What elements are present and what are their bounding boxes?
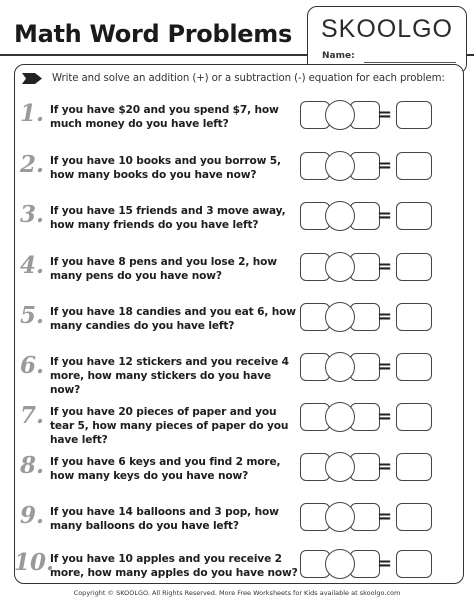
name-label: Name: [322, 51, 355, 61]
equation-row [300, 452, 468, 482]
answer-box[interactable] [396, 253, 432, 281]
operator-circle[interactable] [325, 452, 355, 482]
equation-row [300, 402, 468, 432]
problem-item [0, 302, 474, 342]
equation-row [300, 201, 468, 231]
problem-number: 4. [20, 252, 45, 279]
arrow-icon [22, 73, 42, 84]
instruction-text: Write and solve an addition (+) or a subtraction (-) equation for each problem: [52, 73, 445, 84]
equation-row [300, 252, 468, 282]
operator-circle[interactable] [325, 100, 355, 130]
answer-box[interactable] [396, 303, 432, 331]
operator-circle[interactable] [325, 151, 355, 181]
problem-item [0, 151, 474, 191]
problem-item [0, 352, 474, 396]
problem-text: If you have 10 books and you borrow 5, how many books do you have now? [50, 155, 281, 181]
equation-row [300, 100, 468, 130]
equals-sign: = [377, 456, 393, 477]
problem-item [0, 252, 474, 292]
answer-box[interactable] [396, 101, 432, 129]
equation-row [300, 302, 468, 332]
operator-circle[interactable] [325, 252, 355, 282]
name-field[interactable] [364, 62, 456, 63]
operator-circle[interactable] [325, 302, 355, 332]
problem-text: If you have $20 and you spend $7, how much money do you have left? [50, 104, 279, 130]
operator-circle[interactable] [325, 352, 355, 382]
problem-number: 3. [20, 201, 45, 228]
equation-row [300, 352, 468, 382]
copyright-footer: Copyright © SKOOLGO. All Rights Reserved. More Free Worksheets for Kids available at skoolgo.com [73, 589, 401, 597]
equals-sign: = [377, 104, 393, 125]
equals-sign: = [377, 205, 393, 226]
problem-number: 6. [20, 352, 45, 379]
problem-text: If you have 6 keys and you find 2 more, how many keys do you have now? [50, 456, 281, 482]
answer-box[interactable] [396, 403, 432, 431]
answer-box[interactable] [396, 353, 432, 381]
problem-number: 7. [20, 402, 45, 429]
equals-sign: = [377, 356, 393, 377]
problem-number: 9. [20, 502, 45, 529]
problem-number: 5. [20, 302, 45, 329]
equals-sign: = [377, 306, 393, 327]
problem-number: 1. [20, 100, 45, 127]
problem-text: If you have 20 pieces of paper and you tear 5, how many pieces of paper do you have left? [50, 406, 289, 446]
answer-box[interactable] [396, 202, 432, 230]
problem-number: 10. [14, 549, 55, 576]
operator-circle[interactable] [325, 402, 355, 432]
operator-circle[interactable] [325, 549, 355, 579]
operator-circle[interactable] [325, 502, 355, 532]
problem-text: If you have 12 stickers and you receive 4 more, how many stickers do you have now? [50, 356, 289, 396]
equals-sign: = [377, 506, 393, 527]
page-title: Math Word Problems [14, 20, 292, 48]
problem-item [0, 549, 474, 589]
problem-text: If you have 14 balloons and 3 pop, how many balloons do you have left? [50, 506, 279, 532]
problem-text: If you have 15 friends and 3 move away, how many friends do you have left? [50, 205, 286, 231]
equation-row [300, 502, 468, 532]
problem-item [0, 402, 474, 446]
problem-number: 8. [20, 452, 45, 479]
problem-text: If you have 10 apples and you receive 2 more, how many apples do you have now? [50, 553, 298, 579]
problem-item [0, 100, 474, 140]
answer-box[interactable] [396, 152, 432, 180]
problem-text: If you have 18 candies and you eat 6, how many candies do you have left? [50, 306, 296, 332]
problem-item [0, 201, 474, 241]
operator-circle[interactable] [325, 201, 355, 231]
equation-row [300, 151, 468, 181]
answer-box[interactable] [396, 503, 432, 531]
equals-sign: = [377, 406, 393, 427]
answer-box[interactable] [396, 453, 432, 481]
equation-row [300, 549, 468, 579]
equals-sign: = [377, 155, 393, 176]
problem-item [0, 452, 474, 492]
brand-logo: SKOOLGO [320, 15, 454, 43]
problem-item [0, 502, 474, 542]
equals-sign: = [377, 256, 393, 277]
equals-sign: = [377, 553, 393, 574]
answer-box[interactable] [396, 550, 432, 578]
problem-text: If you have 8 pens and you lose 2, how many pens do you have now? [50, 256, 277, 282]
problem-number: 2. [20, 151, 45, 178]
